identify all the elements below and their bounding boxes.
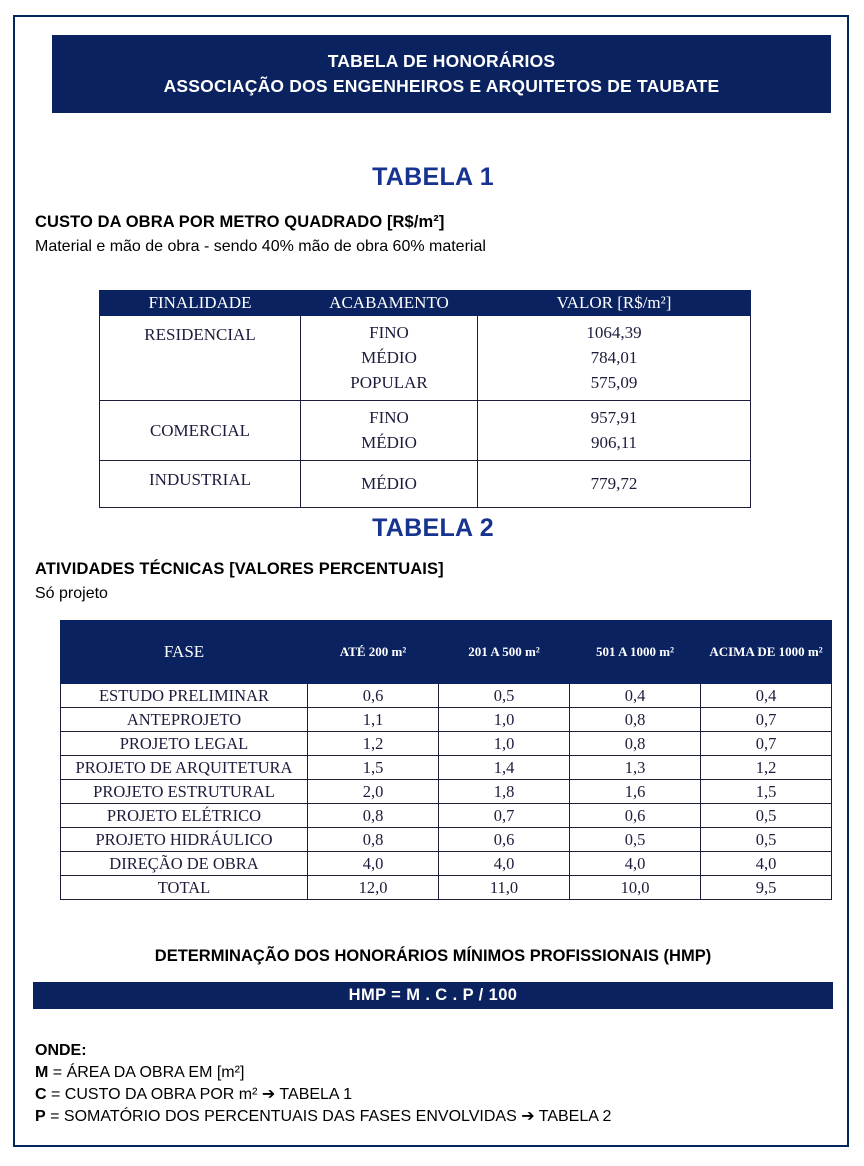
hmp-formula-bar (33, 982, 833, 1009)
tabela2-cell-value: 1,2 (701, 756, 832, 780)
tabela2-cell-value: 0,4 (570, 684, 701, 708)
tabela2-cell-value: 12,0 (308, 876, 439, 900)
tabela2-cell-fase: TOTAL (61, 876, 308, 900)
tabela2-cell-value: 1,0 (439, 732, 570, 756)
tabela2-header-row (61, 621, 832, 684)
table-row (61, 708, 832, 732)
acabamento-line: POPULAR (350, 373, 428, 392)
tabela2-cell-value: 0,7 (701, 708, 832, 732)
hmp-formula-text: HMP = M . C . P / 100 (348, 986, 518, 1004)
table-row (61, 780, 832, 804)
tabela1-cell-finalidade: INDUSTRIAL (100, 461, 301, 508)
tabela2-col-501-1000: 501 A 1000 m² (570, 621, 701, 684)
tabela2-cell-value: 1,1 (308, 708, 439, 732)
tabela2-cell-value: 0,8 (570, 708, 701, 732)
tabela2-table (60, 620, 832, 900)
tabela2-cell-value: 1,0 (439, 708, 570, 732)
valor-line: 784,01 (590, 348, 638, 367)
tabela1-heading: TABELA 1 (372, 163, 494, 191)
tabela2-cell-value: 0,4 (701, 684, 832, 708)
onde-definition-text: = CUSTO DA OBRA POR m² ➔ TABELA 1 (46, 1086, 353, 1103)
tabela2-col-acima-1000: ACIMA DE 1000 m² (701, 621, 832, 684)
tabela2-cell-value: 9,5 (701, 876, 832, 900)
tabela1-cell-valor (478, 316, 751, 401)
tabela1-col-finalidade: FINALIDADE (100, 291, 301, 316)
acabamento-line: FINO (369, 408, 409, 427)
tabela2-cell-value: 0,8 (308, 828, 439, 852)
tabela1-section-title: CUSTO DA OBRA POR METRO QUADRADO [R$/m²] (35, 213, 445, 231)
tabela1-cell-valor (478, 401, 751, 461)
tabela2-cell-value: 2,0 (308, 780, 439, 804)
table-row (100, 401, 751, 461)
page-border (13, 15, 849, 1147)
tabela2-cell-value: 0,5 (701, 828, 832, 852)
tabela2-cell-value: 4,0 (701, 852, 832, 876)
tabela2-cell-value: 0,7 (701, 732, 832, 756)
valor-line: 1064,39 (586, 323, 642, 342)
tabela2-cell-fase: ESTUDO PRELIMINAR (61, 684, 308, 708)
tabela2-cell-value: 0,8 (308, 804, 439, 828)
tabela2-cell-value: 1,8 (439, 780, 570, 804)
tabela1-col-valor: VALOR [R$/m²] (478, 291, 751, 316)
tabela2-cell-value: 1,5 (308, 756, 439, 780)
tabela2-cell-value: 1,6 (570, 780, 701, 804)
onde-definition-text: = ÁREA DA OBRA EM [m²] (48, 1064, 245, 1081)
tabela1-cell-acabamento (301, 316, 478, 401)
tabela2-section-title: ATIVIDADES TÉCNICAS [VALORES PERCENTUAIS] (35, 560, 444, 578)
table-row (61, 828, 832, 852)
tabela2-cell-value: 0,5 (439, 684, 570, 708)
tabela1-cell-finalidade: RESIDENCIAL (100, 316, 301, 401)
tabela2-cell-value: 0,6 (439, 828, 570, 852)
tabela2-cell-fase: PROJETO LEGAL (61, 732, 308, 756)
onde-definition-text: = SOMATÓRIO DOS PERCENTUAIS DAS FASES ENVOLVIDAS ➔ TABELA 2 (45, 1108, 612, 1125)
tabela2-cell-value: 1,5 (701, 780, 832, 804)
table-row (61, 876, 832, 900)
tabela2-cell-value: 1,4 (439, 756, 570, 780)
tabela1-cell-valor: 779,72 (478, 461, 751, 508)
tabela2-cell-value: 4,0 (308, 852, 439, 876)
tabela1-cell-acabamento (301, 401, 478, 461)
banner-title-line2: ASSOCIAÇÃO DOS ENGENHEIROS E ARQUITETOS DE TAUBATE (163, 76, 720, 96)
onde-label: ONDE: (35, 1042, 87, 1059)
valor-line: 957,91 (590, 408, 638, 427)
tabela2-cell-value: 0,6 (570, 804, 701, 828)
valor-line: 906,11 (590, 433, 638, 452)
acabamento-line: FINO (369, 323, 409, 342)
onde-definition-c: C = CUSTO DA OBRA POR m² ➔ TABELA 1 (35, 1086, 353, 1103)
tabela2-col-201-500: 201 A 500 m² (439, 621, 570, 684)
tabela2-cell-value: 1,2 (308, 732, 439, 756)
tabela2-cell-fase: PROJETO ELÉTRICO (61, 804, 308, 828)
tabela2-cell-value: 0,5 (701, 804, 832, 828)
tabela2-section-subtitle: Só projeto (35, 585, 108, 602)
tabela2-heading: TABELA 2 (372, 514, 494, 542)
tabela2-cell-value: 0,8 (570, 732, 701, 756)
tabela2-cell-value: 10,0 (570, 876, 701, 900)
tabela2-col-ate200: ATÉ 200 m² (308, 621, 439, 684)
table-row (61, 732, 832, 756)
tabela1-section-subtitle: Material e mão de obra - sendo 40% mão de obra 60% material (35, 238, 486, 255)
tabela2-cell-fase: PROJETO ESTRUTURAL (61, 780, 308, 804)
tabela2-col-fase: FASE (61, 621, 308, 684)
onde-definition-m: M = ÁREA DA OBRA EM [m²] (35, 1064, 245, 1081)
banner-title-line1: TABELA DE HONORÁRIOS (327, 51, 556, 71)
tabela1-cell-acabamento: MÉDIO (301, 461, 478, 508)
tabela2-cell-fase: ANTEPROJETO (61, 708, 308, 732)
hmp-section-title: DETERMINAÇÃO DOS HONORÁRIOS MÍNIMOS PROFISSIONAIS (HMP) (154, 947, 712, 965)
tabela2-cell-value: 0,5 (570, 828, 701, 852)
table-row (61, 756, 832, 780)
valor-line: 575,09 (590, 373, 638, 392)
document-content (15, 17, 851, 1149)
tabela2-cell-value: 4,0 (439, 852, 570, 876)
tabela1-header-row (100, 291, 751, 316)
tabela2-cell-value: 0,6 (308, 684, 439, 708)
tabela2-cell-fase: PROJETO HIDRÁULICO (61, 828, 308, 852)
onde-legend (35, 1040, 611, 1128)
table-row (100, 316, 751, 401)
tabela2-cell-value: 1,3 (570, 756, 701, 780)
acabamento-line: MÉDIO (361, 348, 417, 367)
table-row (61, 804, 832, 828)
tabela1-cell-finalidade: COMERCIAL (100, 401, 301, 461)
document-header-banner (52, 35, 831, 113)
tabela2-cell-fase: DIREÇÃO DE OBRA (61, 852, 308, 876)
tabela2-cell-fase: PROJETO DE ARQUITETURA (61, 756, 308, 780)
tabela2-cell-value: 4,0 (570, 852, 701, 876)
table-row (61, 684, 832, 708)
tabela1-col-acabamento: ACABAMENTO (301, 291, 478, 316)
onde-definition-p: P = SOMATÓRIO DOS PERCENTUAIS DAS FASES ENVOLVIDAS ➔ TABELA 2 (35, 1108, 612, 1125)
table-row (61, 852, 832, 876)
tabela1-table (99, 290, 751, 508)
tabela2-cell-value: 11,0 (439, 876, 570, 900)
table-row (100, 461, 751, 508)
tabela2-cell-value: 0,7 (439, 804, 570, 828)
acabamento-line: MÉDIO (361, 433, 417, 452)
